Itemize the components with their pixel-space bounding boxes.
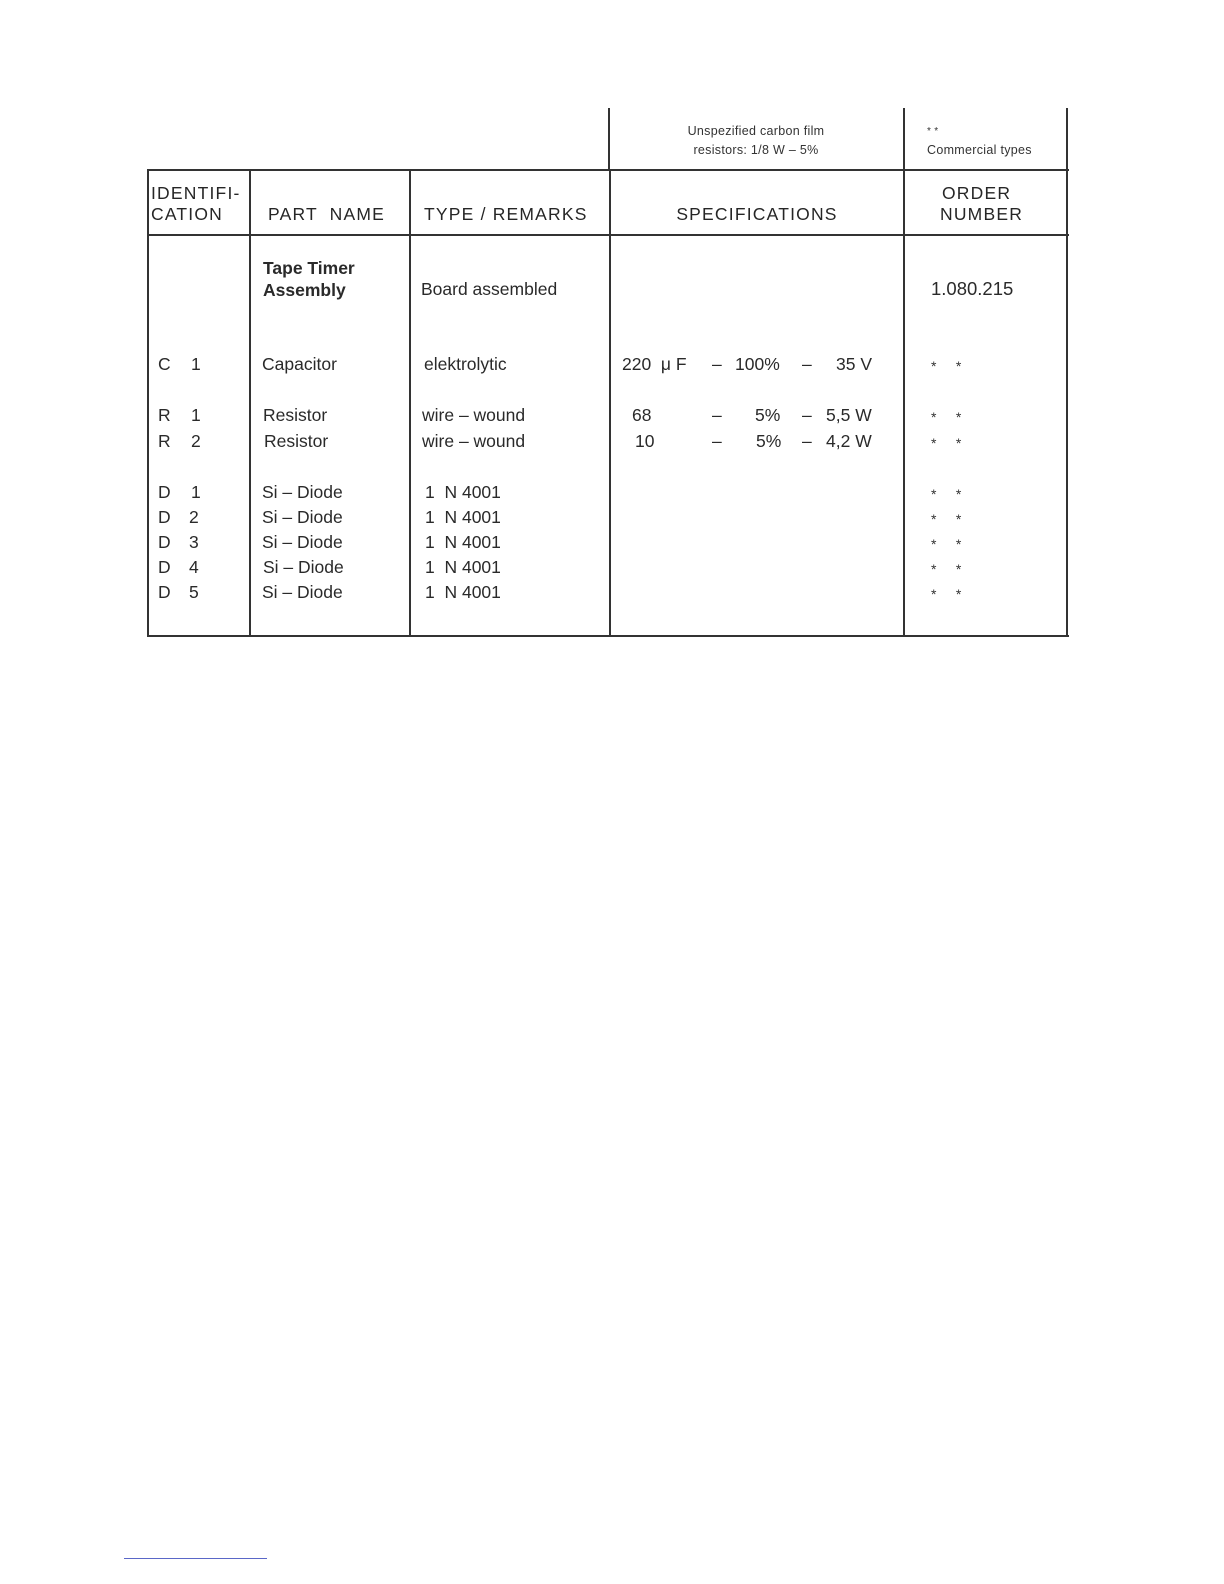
row-spec-rating: 35 V	[836, 354, 872, 374]
row-spec-value: 220 μ F	[622, 354, 687, 374]
row-order-marks: * *	[931, 536, 962, 552]
row-id-letter: D	[158, 582, 171, 602]
row-part-name: Si – Diode	[262, 507, 343, 527]
row-id-letter: R	[158, 431, 171, 451]
row-spec-value: 10	[635, 431, 655, 451]
row-spec-dash: –	[802, 431, 812, 451]
row-part-name: Resistor	[263, 405, 328, 425]
row-spec-tolerance: 100%	[735, 354, 780, 374]
row-order-marks: * *	[931, 586, 962, 602]
header-identification	[151, 183, 241, 225]
row-id-letter: D	[158, 482, 171, 502]
row-type: wire – wound	[422, 431, 526, 451]
carbon-film-note-line1: Unspezified carbon film	[687, 124, 825, 138]
row-spec-dash: –	[712, 354, 722, 374]
row-id-letter: D	[158, 507, 171, 527]
row-id-number: 1	[191, 405, 201, 425]
header-identification-line1: IDENTIFI-	[151, 183, 241, 203]
row-spec-dash: –	[802, 405, 812, 425]
header-bottom-border	[147, 234, 1069, 236]
commercial-types-label: Commercial types	[927, 143, 1032, 157]
table-row	[0, 531, 1224, 555]
row-id-letter: D	[158, 557, 171, 577]
row-id-number: 3	[189, 532, 199, 552]
row-id-number: 5	[189, 582, 199, 602]
row-type: elektrolytic	[424, 354, 507, 374]
row-id-letter: C	[158, 354, 171, 374]
row-spec-value: 68	[632, 405, 652, 425]
row-order-marks: * *	[931, 561, 962, 577]
table-top-border	[147, 169, 1069, 171]
row-spec-dash: –	[712, 431, 722, 451]
header-part-name: PART NAME	[268, 204, 386, 224]
assembly-part-name	[263, 257, 355, 301]
table-row	[0, 481, 1224, 505]
table-row	[0, 430, 1224, 454]
table-row	[0, 353, 1224, 377]
row-order-marks: * *	[931, 358, 962, 374]
row-spec-rating: 4,2 W	[826, 431, 872, 451]
row-type: 1 N 4001	[425, 532, 501, 552]
row-id-letter: D	[158, 532, 171, 552]
row-part-name: Si – Diode	[263, 557, 344, 577]
row-type: 1 N 4001	[425, 507, 501, 527]
row-order-marks: * *	[931, 435, 962, 451]
row-type: 1 N 4001	[425, 482, 501, 502]
row-id-number: 1	[191, 354, 201, 374]
assembly-order-number: 1.080.215	[931, 278, 1014, 299]
row-spec-tolerance: 5%	[756, 431, 782, 451]
row-spec-tolerance: 5%	[755, 405, 781, 425]
row-type: 1 N 4001	[425, 557, 501, 577]
table-row	[0, 556, 1224, 580]
row-part-name: Si – Diode	[262, 582, 343, 602]
header-specifications: SPECIFICATIONS	[676, 204, 838, 224]
row-type: wire – wound	[422, 405, 526, 425]
table-row	[0, 506, 1224, 530]
row-part-name: Si – Diode	[262, 482, 343, 502]
assembly-name-line1: Tape Timer	[263, 258, 355, 278]
row-order-marks: * *	[931, 486, 962, 502]
footer-divider	[124, 1558, 267, 1559]
table-row	[0, 581, 1224, 605]
row-id-number: 4	[189, 557, 199, 577]
assembly-name-line2: Assembly	[263, 280, 346, 300]
header-order-number	[940, 183, 1023, 225]
header-type-remarks: TYPE / REMARKS	[424, 204, 588, 224]
assembly-type: Board assembled	[421, 279, 558, 299]
row-id-number: 1	[191, 482, 201, 502]
header-order-line2: NUMBER	[940, 204, 1024, 224]
header-order-line1: ORDER	[942, 183, 1012, 203]
carbon-film-note-line2: resistors: 1/8 W – 5%	[693, 143, 819, 157]
notes-divider-middle	[903, 108, 905, 170]
row-part-name: Resistor	[264, 431, 329, 451]
commercial-types-note	[927, 122, 1032, 160]
table-bottom-border	[147, 635, 1069, 637]
row-order-marks: * *	[931, 511, 962, 527]
commercial-types-mark: * *	[927, 126, 939, 137]
row-spec-rating: 5,5 W	[826, 405, 872, 425]
row-id-number: 2	[191, 431, 201, 451]
notes-divider-right	[1066, 108, 1068, 170]
row-order-marks: * *	[931, 409, 962, 425]
carbon-film-note	[610, 122, 902, 160]
row-spec-dash: –	[712, 405, 722, 425]
row-type: 1 N 4001	[425, 582, 501, 602]
row-id-letter: R	[158, 405, 171, 425]
row-part-name: Si – Diode	[262, 532, 343, 552]
row-spec-dash: –	[802, 354, 812, 374]
row-id-number: 2	[189, 507, 199, 527]
table-row	[0, 404, 1224, 428]
header-identification-line2: CATION	[151, 204, 224, 224]
row-part-name: Capacitor	[262, 354, 337, 374]
